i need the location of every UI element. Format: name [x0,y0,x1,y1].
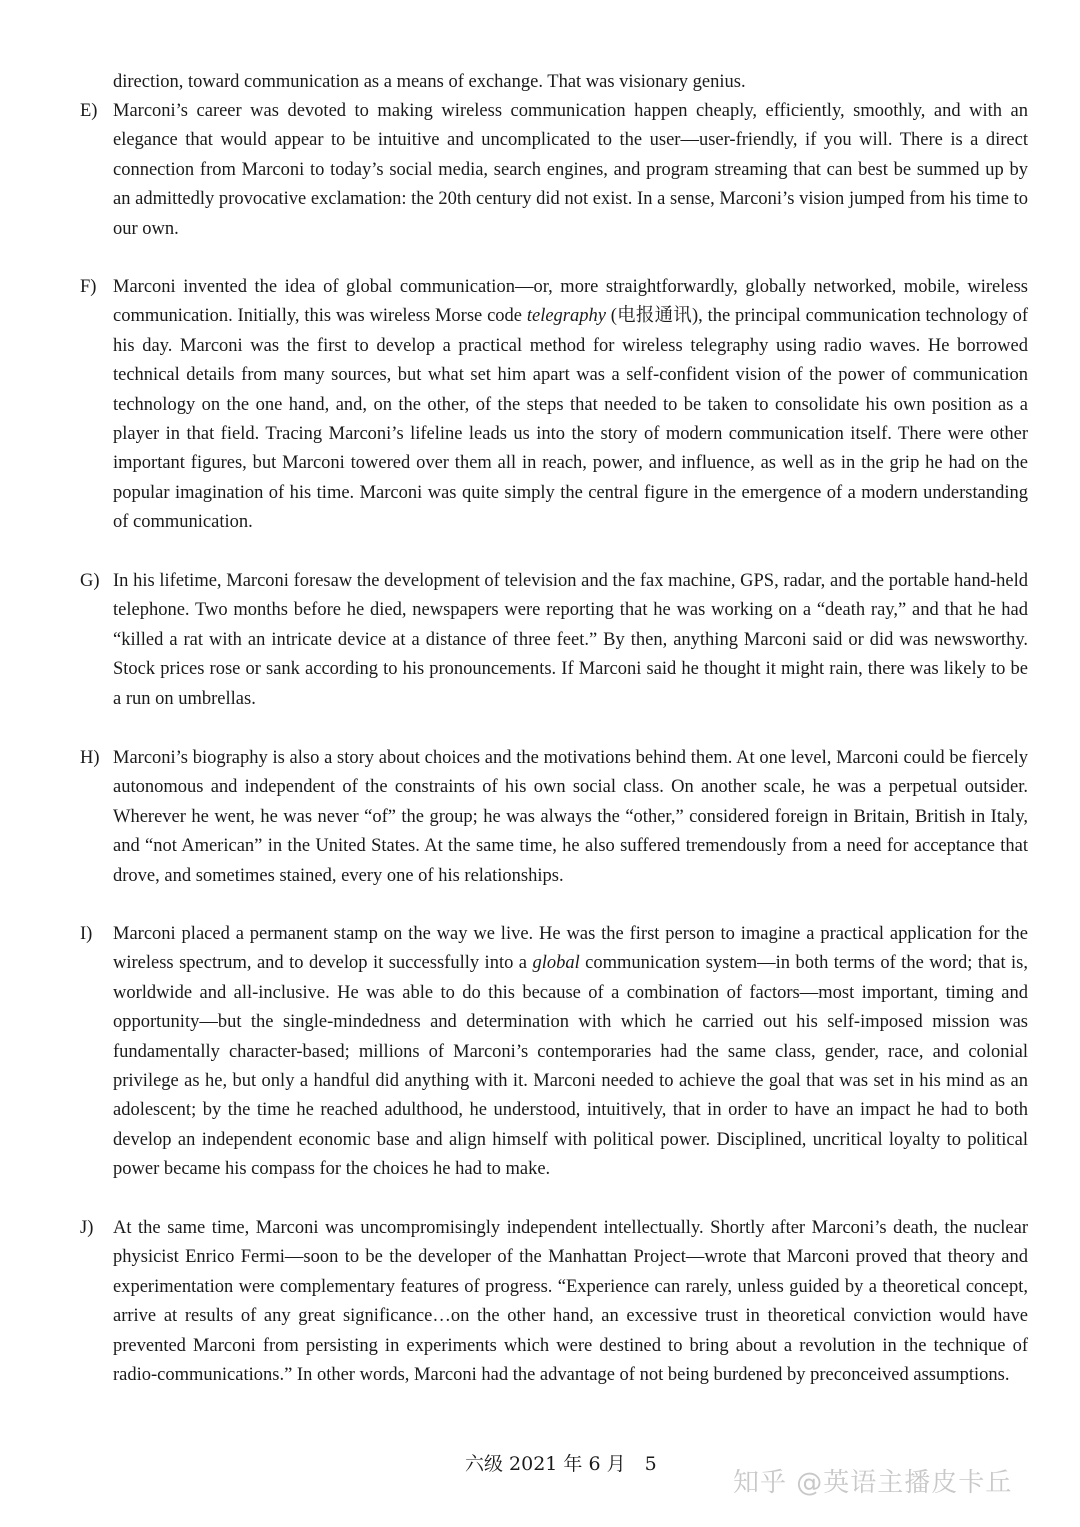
paragraph-text: (电报通讯), the principal communication technology of his day. Marconi was the first to develop a practical method for wireless telegraphy using radio waves. He borrowed technical details from many sources, but what set him apart was a self-confident vision of the power of communication technology on the one hand, and, on the other, of the steps that needed to be taken to consolidate his own position as a player in that field. Tracing Marconi’s lifeline leads us into the story of modern communication itself. There were other important figures, but Marconi towered over them all in reach, power, and influence, as well as in the grip he had on the popular imagination of his time. Marconi was quite simply the central figure in the emergence of a modern understanding of communication. [113,306,1028,533]
page-number: 六级 2021 年 6 月 5 [465,1453,657,1475]
paragraph-text: Marconi’s biography is also a story about choices and the motivations behind them. At one level, Marconi could be fiercely autonomous and independent of the constraints of his own social class. On another scale, he was a perpetual outsider. Wherever he went, he was never “of” the group; he was always the “other,” considered foreign in Britain, British in Italy, and “not American” in the United States. At the same time, he also suffered tremendously from a need for acceptance that drove, and sometimes stained, every one of his relationships. [113,748,1028,886]
paragraph-label-j: J) [80,1218,94,1238]
watermark: 知乎 @英语主播皮卡丘 [733,1468,1013,1498]
paragraph-i [113,920,1028,1185]
paragraph-text: At the same time, Marconi was uncompromisingly independent intellectually. Shortly after Marconi’s death, the nuclear physicist Enrico Fermi—soon to be the developer of the Manhattan Project—wrote that Marconi proved that theory and experimentation were complementary features of progress. “Experience can rarely, unless guided by a theoretical concept, arrive at results of any great significance…on the other hand, an excessive trust in theoretical conviction would have prevented Marconi from persisting in experiments which were destined to bring about a revolution in the technique of radio-communications.” In other words, Marconi had the advantage of not being burdened by preconceived assumptions. [113,1218,1028,1386]
paragraph-continuation [113,68,1028,97]
paragraph-text: communication system—in both terms of the word; that is, worldwide and all-inclusive. He was able to do this because of a combination of factors—most important, timing and opportunity—but the single-mindedness and determination with which he carried out his self-imposed mission was fundamentally character-based; millions of Marconi’s contemporaries had the same class, gender, race, and colonial privilege as he, but only a handful did anything with it. Marconi needed to achieve the goal that was set in his mind as an adolescent; by the time he reached adulthood, he understood, intuitively, that in order to have an impact he had to both develop an independent economic base and align himself with political power. Disciplined, uncritical loyalty to political power became his compass for the choices he had to make. [113,953,1028,1180]
paragraph-label-e: E) [80,101,98,121]
paragraph-label-g: G) [80,571,100,591]
paragraph-j [113,1214,1028,1390]
paragraph-label-i: I) [80,924,93,944]
italic-term: global [532,953,580,974]
paragraph-text: Marconi’s career was devoted to making wireless communication happen cheaply, efficiently, smoothly, and with an elegance that would appear to be intuitive and uncomplicated to the user—user-friendly, if you will. There is a direct connection from Marconi to today’s social media, search engines, and program streaming that can best be summed up by an admittedly provocative exclamation: the 20th century did not exist. In a sense, Marconi’s vision jumped from his time to our own. [113,101,1028,239]
italic-term: telegraphy [526,306,606,327]
paragraph-h [113,744,1028,891]
paragraph-text: Marconi invented the idea of global communication—or, more straightforwardly, globally networked, mobile, wireless communication. Initially, this was wireless Morse code [113,277,1028,327]
paragraph-g [113,567,1028,714]
paragraph-text: Marconi placed a permanent stamp on the way we live. He was the first person to imagine a practical application for the wireless spectrum, and to develop it successfully into a [113,924,1028,974]
paragraph-f [113,273,1028,538]
paragraph-text: In his lifetime, Marconi foresaw the development of television and the fax machine, GPS, radar, and the portable hand-held telephone. Two months before he died, newspapers were reporting that he was working on a “death ray,” and that he had “killed a rat with an intricate device at a distance of three feet.” By then, anything Marconi said or did was newsworthy. Stock prices rose or sank according to his pronouncements. If Marconi said he thought it might rain, there was likely to be a run on umbrellas. [113,571,1028,709]
paragraph-label-h: H) [80,748,100,768]
paragraph-label-f: F) [80,277,97,297]
paragraph-text: direction, toward communication as a means of exchange. That was visionary genius. [113,72,746,92]
paragraph-e [113,97,1028,244]
